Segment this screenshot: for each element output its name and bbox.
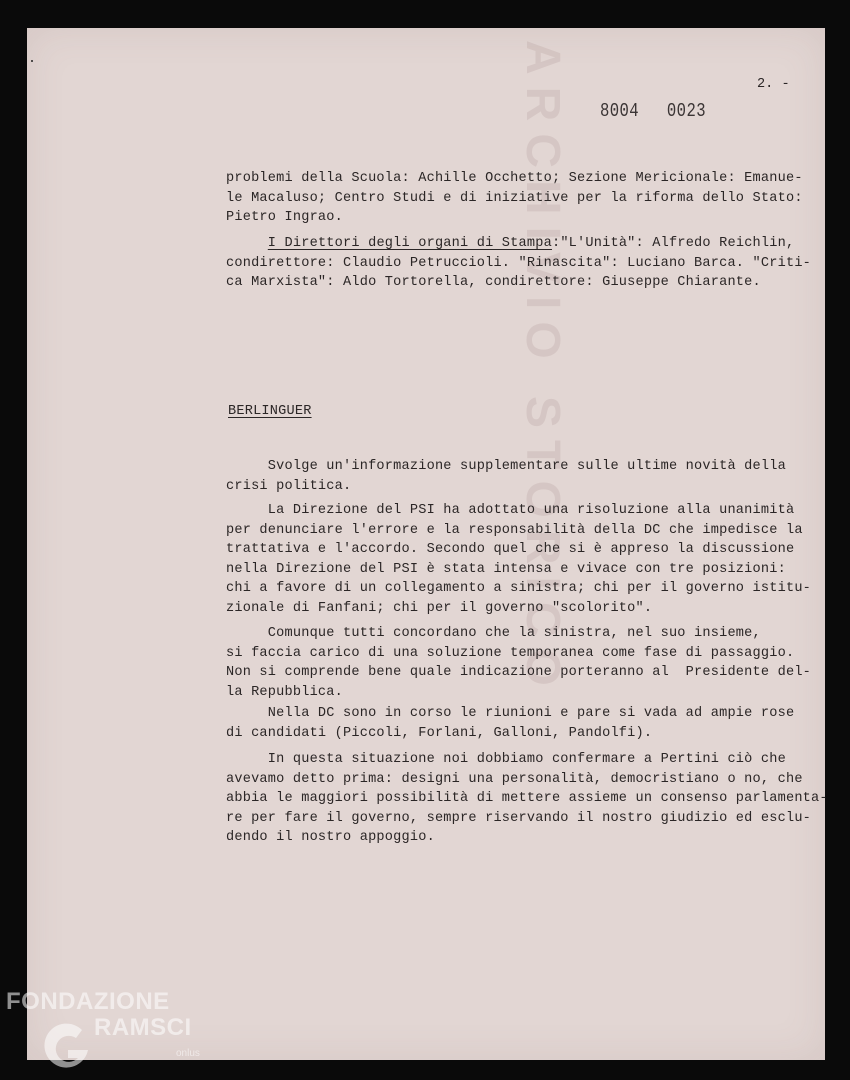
text-line: Non si comprende bene quale indicazione porteranno al Presidente del-	[226, 665, 812, 681]
text-line: la Repubblica.	[226, 684, 344, 700]
text-line: trattativa e l'accordo. Secondo quel che si è appreso la discussione	[226, 542, 795, 558]
text-line: Svolge un'informazione supplementare sulle ultime novità della	[226, 459, 786, 474]
text-line: dendo il nostro appoggio.	[226, 830, 435, 846]
paragraph-intro	[226, 457, 811, 496]
text-line: condirettore: Claudio Petruccioli. "Rinascita": Luciano Barca. "Criti-	[226, 255, 812, 271]
text-line: crisi politica.	[226, 478, 352, 494]
press-directors-first-line: :"L'Unità": Alfredo Reichlin,	[551, 236, 795, 251]
text-line: Comunque tutti concordano che la sinistra, nel suo insieme,	[226, 626, 761, 641]
archive-code-number: 0023	[666, 100, 706, 122]
paragraph-press-directors	[226, 234, 811, 293]
press-directors-heading: I Direttori degli organi di Stampa	[267, 236, 552, 251]
scan-speck	[31, 60, 33, 62]
text-line	[226, 234, 811, 254]
text-line: In questa situazione noi dobbiamo confermare a Pertini ciò che	[226, 752, 786, 767]
text-line: chi a favore di un collegamento a sinistra; chi per il governo istitu-	[226, 581, 812, 597]
text-line: per denunciare l'errore e la responsabilità della DC che impedisce la	[226, 522, 803, 538]
watermark-line-2: RAMSCI	[94, 1014, 192, 1041]
watermark-line-1: FONDAZIONE	[6, 988, 170, 1015]
text-line: avevamo detto prima: designi una personalità, democristiano o no, che	[226, 771, 803, 787]
text-line: La Direzione del PSI ha adottato una risoluzione alla unanimità	[226, 503, 795, 518]
archive-code	[600, 100, 706, 122]
text-line: problemi della Scuola: Achille Occhetto; Sezione Mericionale: Emanue-	[226, 171, 803, 186]
text-line: zionale di Fanfani; chi per il governo "scolorito".	[226, 600, 653, 616]
archive-code-series: 8004	[600, 100, 640, 122]
text-line: ca Marxista": Aldo Tortorella, condirettore: Giuseppe Chiarante.	[226, 275, 761, 291]
watermark-line-3: onlus	[176, 1048, 200, 1059]
text-line: Nella DC sono in corso le riunioni e pare si vada ad ampie rose	[226, 706, 795, 721]
paragraph-dc-meetings	[226, 704, 811, 743]
paragraph-assignments	[226, 169, 811, 228]
text-line: Pietro Ingrao.	[226, 210, 344, 226]
text-line: nella Direzione del PSI è stata intensa e vivace con tre posizioni:	[226, 561, 786, 577]
paragraph-psi-direction	[226, 501, 811, 619]
text-line: abbia le maggiori possibilità di mettere assieme un consenso parlamenta-	[226, 791, 828, 807]
text-line: re per fare il governo, sempre riservando il nostro giudizio ed esclu-	[226, 810, 812, 826]
text-line: si faccia carico di una soluzione temporanea come fase di passaggio.	[226, 645, 795, 661]
text-line: di candidati (Piccoli, Forlani, Galloni, Pandolfi).	[226, 725, 653, 741]
page-number: 2. -	[757, 77, 790, 92]
paragraph-pertini	[226, 750, 828, 848]
paragraph-left-consensus	[226, 624, 811, 702]
section-heading-berlinguer: BERLINGUER	[228, 404, 312, 419]
text-line: le Macaluso; Centro Studi e di iniziative per la riforma dello Stato:	[226, 190, 803, 206]
